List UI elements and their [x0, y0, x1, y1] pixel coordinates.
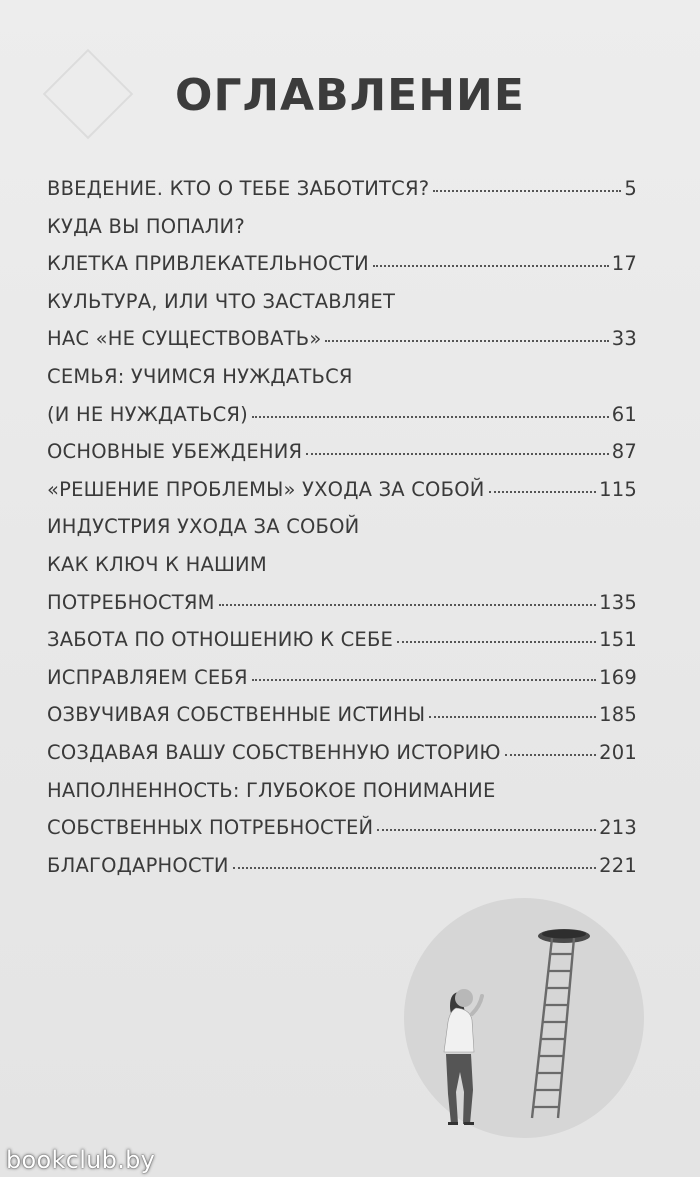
page-number: 169	[599, 665, 637, 689]
toc-entry-title: ОСНОВНЫЕ УБЕЖДЕНИЯ	[47, 440, 303, 464]
watermark-text: bookclub.by	[6, 1146, 156, 1174]
toc-entry	[47, 734, 637, 772]
page-number: 221	[599, 853, 637, 877]
toc-entry	[47, 433, 637, 471]
toc-entry-title: ПОТРЕБНОСТЯМ	[47, 590, 215, 614]
toc-entry-title-line: КАК КЛЮЧ К НАШИМ	[47, 552, 267, 576]
table-of-contents	[47, 170, 637, 884]
dot-leader	[505, 754, 597, 756]
toc-entry-title-line: НАПОЛНЕННОСТЬ: ГЛУБОКОЕ ПОНИМАНИЕ	[47, 778, 496, 802]
toc-leader-line	[47, 433, 637, 471]
dot-leader	[233, 867, 596, 869]
toc-leader-line	[47, 320, 637, 358]
dot-leader	[377, 829, 596, 831]
toc-leader-line	[47, 659, 637, 697]
dot-leader	[489, 491, 597, 493]
dot-leader	[306, 453, 608, 455]
toc-leader-line	[47, 809, 637, 847]
toc-leader-line	[47, 621, 637, 659]
toc-entry	[47, 170, 637, 208]
page-number: 135	[599, 590, 637, 614]
toc-entry-title: ВВЕДЕНИЕ. КТО О ТЕБЕ ЗАБОТИТСЯ?	[47, 177, 430, 200]
dot-leader	[325, 340, 608, 342]
toc-entry	[47, 847, 637, 885]
toc-entry	[47, 358, 637, 433]
toc-entry	[47, 621, 637, 659]
toc-entry-title-line: КУДА ВЫ ПОПАЛИ?	[47, 214, 245, 238]
toc-entry-title: НАС «НЕ СУЩЕСТВОВАТЬ»	[47, 327, 322, 351]
toc-entry-title: КЛЕТКА ПРИВЛЕКАТЕЛЬНОСТИ	[47, 252, 369, 276]
page-number: 87	[611, 440, 637, 464]
toc-entry-title: ЗАБОТА ПО ОТНОШЕНИЮ К СЕБЕ	[47, 628, 394, 652]
dot-leader	[219, 604, 596, 606]
toc-entry	[47, 471, 637, 509]
page-title: ОГЛАВЛЕНИЕ	[175, 70, 525, 121]
toc-entry	[47, 208, 637, 283]
dot-leader	[397, 641, 596, 643]
toc-entry-title: БЛАГОДАРНОСТИ	[47, 853, 229, 877]
page-number: 33	[611, 327, 637, 351]
toc-entry	[47, 659, 637, 697]
toc-entry	[47, 696, 637, 734]
toc-entry-title-line: ИНДУСТРИЯ УХОДА ЗА СОБОЙ	[47, 515, 360, 539]
toc-entry-title: СОБСТВЕННЫХ ПОТРЕБНОСТЕЙ	[47, 816, 374, 840]
toc-entry-title: ИСПРАВЛЯЕМ СЕБЯ	[47, 665, 248, 689]
dot-leader	[373, 265, 609, 267]
toc-entry	[47, 772, 637, 847]
toc-entry-title: (И НЕ НУЖДАТЬСЯ)	[47, 402, 248, 426]
dot-leader	[433, 190, 621, 192]
toc-entry-title: СОЗДАВАЯ ВАШУ СОБСТВЕННУЮ ИСТОРИЮ	[47, 740, 501, 764]
page-number: 185	[599, 703, 637, 727]
toc-entry-title: «РЕШЕНИЕ ПРОБЛЕМЫ» УХОДА ЗА СОБОЙ	[47, 477, 485, 501]
toc-entry	[47, 508, 637, 621]
page-number: 17	[611, 252, 637, 276]
toc-entry-title-line: КУЛЬТУРА, ИЛИ ЧТО ЗАСТАВЛЯЕТ	[47, 289, 396, 313]
page-number: 115	[599, 477, 637, 501]
page-number: 213	[599, 816, 637, 840]
toc-entry-title-line: СЕМЬЯ: УЧИМСЯ НУЖДАТЬСЯ	[47, 364, 353, 388]
toc-leader-line	[47, 584, 637, 622]
page-number: 201	[599, 740, 637, 764]
toc-leader-line	[47, 170, 637, 208]
woman-looking-at-ladder-to-hole-icon	[402, 896, 646, 1140]
toc-leader-line	[47, 696, 637, 734]
toc-leader-line	[47, 734, 637, 772]
toc-leader-line	[47, 245, 637, 283]
toc-leader-line	[47, 396, 637, 434]
toc-leader-line	[47, 847, 637, 885]
page-number: 151	[599, 628, 637, 652]
page-number: 61	[611, 402, 637, 426]
dot-leader	[252, 679, 596, 681]
toc-leader-line	[47, 471, 637, 509]
toc-entry-title: ОЗВУЧИВАЯ СОБСТВЕННЫЕ ИСТИНЫ	[47, 703, 426, 727]
toc-entry	[47, 283, 637, 358]
dot-leader	[429, 716, 596, 718]
dot-leader	[252, 416, 609, 418]
page-number: 5	[624, 177, 637, 200]
